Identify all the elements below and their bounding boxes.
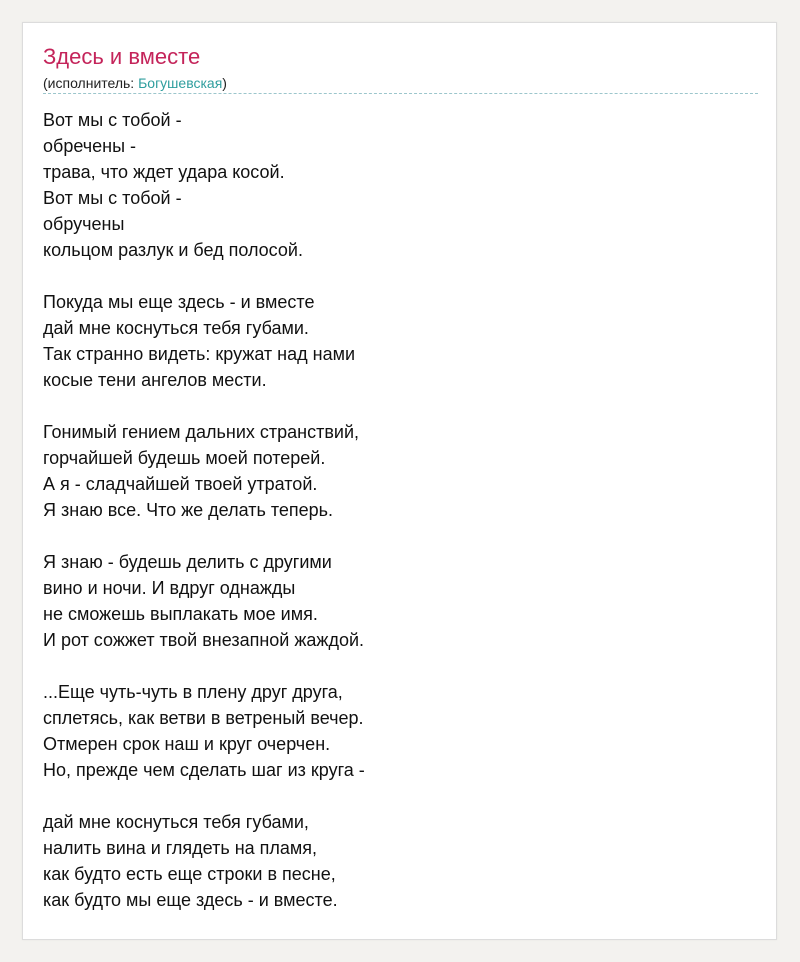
lyric-line: Я знаю все. Что же делать теперь. <box>43 500 334 520</box>
lyric-line: как будто есть еще строки в песне, <box>43 864 336 884</box>
artist-link[interactable]: Богушевская <box>138 75 223 91</box>
stanza-break <box>43 523 758 549</box>
dashed-divider <box>43 93 758 94</box>
lyrics-card <box>22 22 777 940</box>
lyric-line: И рот сожжет твой внезапной жаждой. <box>43 630 365 650</box>
lyric-line: Вот мы с тобой - <box>43 110 182 130</box>
lyric-line: трава, что ждет удара косой. <box>43 162 285 182</box>
lyric-line: обручены <box>43 214 125 234</box>
lyric-line: А я - сладчайшей твоей утратой. <box>43 474 318 494</box>
performer-label-close: ) <box>222 75 227 91</box>
lyric-line: кольцом разлук и бед полосой. <box>43 240 303 260</box>
lyric-line: Я знаю - будешь делить с другими <box>43 552 332 572</box>
song-title: Здесь и вместе <box>43 44 201 69</box>
lyric-line: обречены - <box>43 136 137 156</box>
lyric-line: сплетясь, как ветви в ветреный вечер. <box>43 708 364 728</box>
lyric-line: Вот мы с тобой - <box>43 188 182 208</box>
lyric-line: вино и ночи. И вдруг однажды <box>43 578 296 598</box>
lyrics-text <box>43 107 758 913</box>
lyric-line: как будто мы еще здесь - и вместе. <box>43 890 338 910</box>
lyric-line: Так странно видеть: кружат над нами <box>43 344 356 364</box>
lyric-line: косые тени ангелов мести. <box>43 370 267 390</box>
lyric-line: Отмерен срок наш и круг очерчен. <box>43 734 331 754</box>
performer-label-open: (исполнитель: <box>43 75 139 91</box>
performer-line <box>43 74 227 92</box>
lyric-line: дай мне коснуться тебя губами. <box>43 318 309 338</box>
stanza-break <box>43 783 758 809</box>
lyric-line: налить вина и глядеть на пламя, <box>43 838 318 858</box>
lyric-line: Но, прежде чем сделать шаг из круга - <box>43 760 365 780</box>
lyric-line: дай мне коснуться тебя губами, <box>43 812 309 832</box>
stanza-break <box>43 393 758 419</box>
lyric-line: ...Еще чуть-чуть в плену друг друга, <box>43 682 343 702</box>
lyric-line: не сможешь выплакать мое имя. <box>43 604 318 624</box>
lyric-line: Гонимый гением дальних странствий, <box>43 422 359 442</box>
stanza-break <box>43 653 758 679</box>
lyric-line: горчайшей будешь моей потерей. <box>43 448 326 468</box>
stanza-break <box>43 263 758 289</box>
lyric-line: Покуда мы еще здесь - и вместе <box>43 292 315 312</box>
